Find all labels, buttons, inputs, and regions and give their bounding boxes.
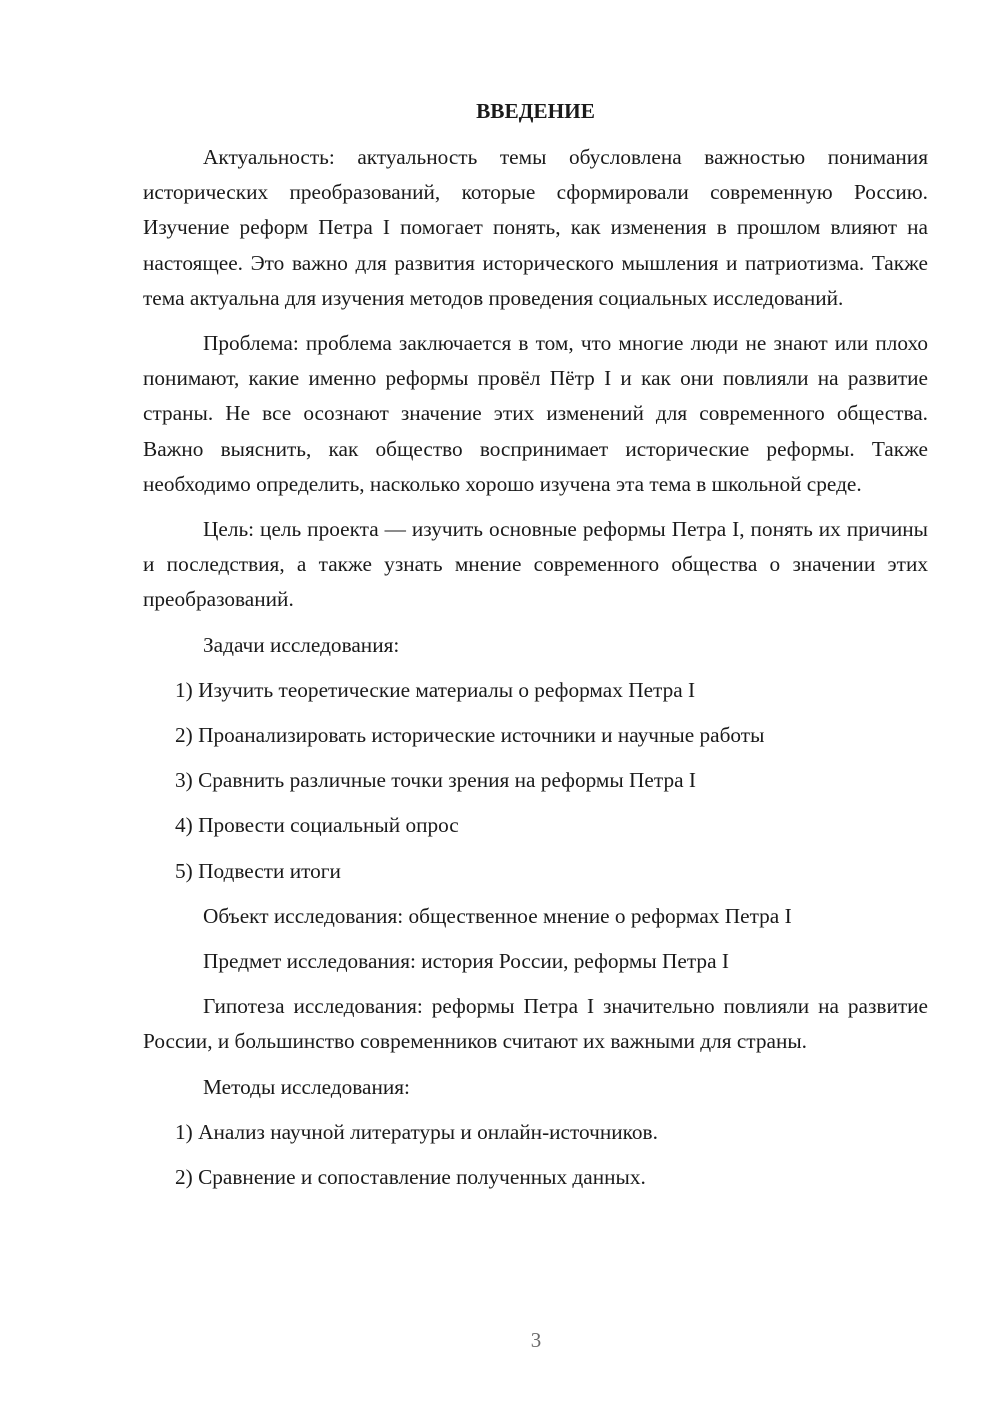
list-item-task-1: 1) Изучить теоретические материалы о реформах Петра I (175, 677, 696, 702)
list-item-method-1: 1) Анализ научной литературы и онлайн-источников. (175, 1119, 658, 1144)
tasks-heading: Задачи исследования: (203, 632, 400, 657)
page-title: ВВЕДЕНИЕ (476, 99, 595, 123)
research-subject: Предмет исследования: история России, реформы Петра I (203, 949, 729, 974)
list-item-task-4: 4) Провести социальный опрос (175, 813, 459, 838)
paragraph-hypothesis: Гипотеза исследования: реформы Петра I значительно повлияли на развитие России, и большинство современников считают их важными для страны. (143, 994, 928, 1054)
methods-heading: Методы исследования: (203, 1074, 410, 1099)
research-object: Объект исследования: общественное мнение о реформах Петра I (203, 903, 792, 928)
list-item-method-2: 2) Сравнение и сопоставление полученных данных. (175, 1165, 646, 1190)
paragraph-problem: Проблема: проблема заключается в том, что многие люди не знают или плохо понимают, какие именно реформы провёл Пётр I и как они повлияли на развитие страны. Не все осознают значение этих изменений для современного общества. Важно выяснить, как общество воспринимает исторические реформы. Также необходимо определить, насколько хорошо изучена эта тема в школьной среде. (143, 331, 928, 496)
paragraph-goal: Цель: цель проекта — изучить основные реформы Петра I, понять их причины и последствия, а также узнать мнение современного общества о значении этих преобразований. (143, 517, 928, 612)
list-item-task-3: 3) Сравнить различные точки зрения на реформы Петра I (175, 768, 696, 793)
paragraph-relevance: Актуальность: актуальность темы обусловлена важностью понимания исторических преобразований, которые сформировали современную Россию. Изучение реформ Петра I помогает понять, как изменения в прошлом влияют на настоящее. Это важно для развития исторического мышления и патриотизма. Также тема актуальна для изучения методов проведения социальных исследований. (143, 145, 928, 310)
list-item-task-5: 5) Подвести итоги (175, 858, 341, 883)
document-page (143, 92, 928, 1205)
page-number: 3 (530, 1328, 542, 1352)
list-item-task-2: 2) Проанализировать исторические источники и научные работы (175, 723, 765, 748)
